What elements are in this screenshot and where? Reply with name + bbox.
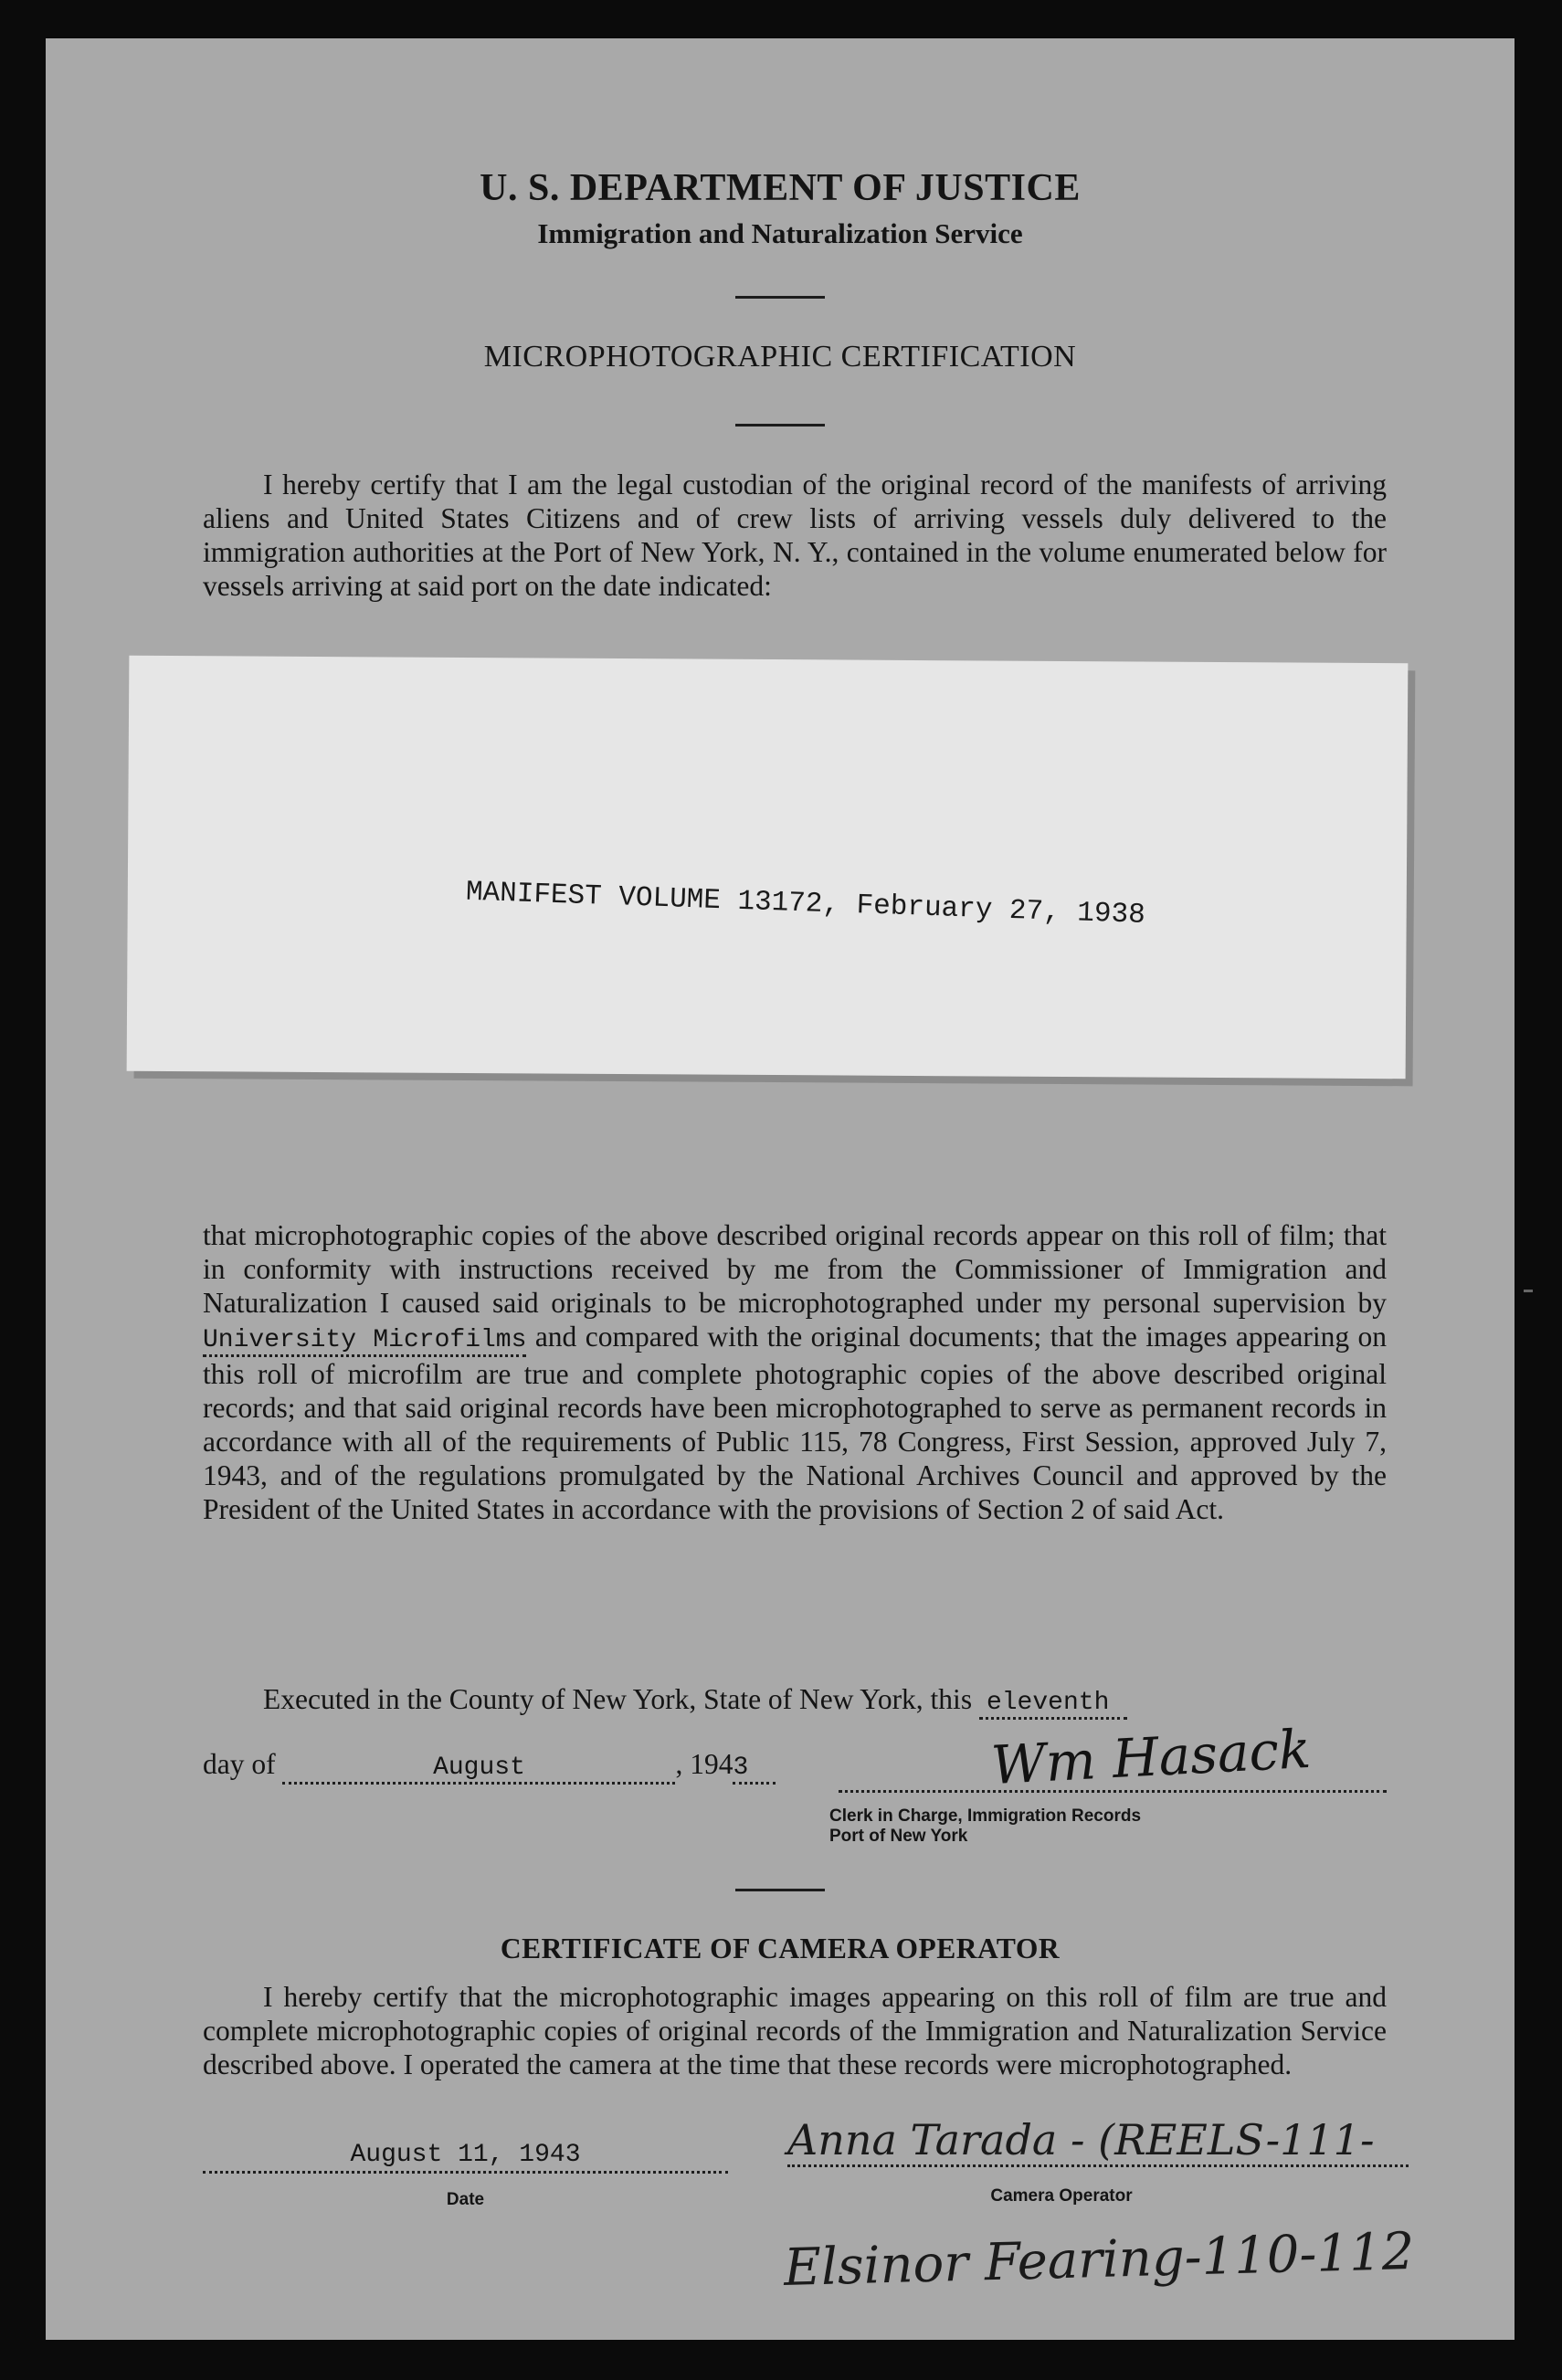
clerk-title: Clerk in Charge, Immigration Records Port of New York [829, 1806, 1142, 1846]
manifest-volume-text: MANIFEST VOLUME 13172, February 27, 1938 [465, 876, 1146, 932]
certification-body [203, 1218, 1387, 1526]
divider [735, 424, 825, 427]
certificate-sheet [46, 38, 1515, 2340]
camera-date-label: Date [446, 2190, 485, 2209]
service-subheading: Immigration and Naturalization Service [537, 217, 1023, 249]
second-operator-signature: Elsinor Fearing-110-112 [783, 2221, 1416, 2299]
execution-line [203, 1682, 1387, 1720]
execution-year-prefix: , 194 [675, 1748, 734, 1780]
edge-mark [1524, 1290, 1533, 1292]
body-part-2: and compared with the original documents; that the images appearing on this roll of microfilm are true and complete photographic copies of the above described original records; and that said original records have been microphotographed to serve as permanent records in accordance with all of the requirements of Public 115, 78 Congress, First Session, approved July 7, 1943, and of the regulations promulgated by the National Archives Council and approved by the President of the United States in accordance with the provisions of Section 2 of said Act. [203, 1321, 1388, 1525]
execution-day: eleventh [979, 1689, 1127, 1720]
execution-month: August [282, 1753, 675, 1785]
day-of-label: day of [203, 1748, 276, 1780]
camera-operator-heading: CERTIFICATE OF CAMERA OPERATOR [500, 1932, 1061, 1964]
intro-paragraph: I hereby certify that I am the legal custodian of the original record of the manifests of arriving aliens and United States Citizens and of crew lists of arriving vessels duly delivered to the immigration authorities at the Port of New York, N. Y., contained in the volume enumerated below for vessels arriving at said port on the date indicated: [203, 469, 1387, 602]
execution-year-suffix: 3 [733, 1753, 776, 1785]
camera-operator-signature: Anna Tarada - (REELS-111- [787, 2115, 1409, 2167]
date-of-execution [203, 1748, 776, 1785]
divider [735, 1889, 825, 1891]
camera-operator-paragraph: I hereby certify that the microphotographic images appearing on this roll of film are true and complete microphotographic copies of original records of the Immigration and Naturalization Service described above. I operated the camera at the time that these records were microphotographed. [203, 1981, 1387, 2080]
camera-date-value: August 11, 1943 [203, 2141, 728, 2174]
divider [735, 296, 825, 299]
execution-lead: Executed in the County of New York, State of New York, this [263, 1683, 973, 1715]
certification-title: MICROPHOTOGRAPHIC CERTIFICATION [483, 340, 1077, 374]
camera-operator-label: Camera Operator [990, 2186, 1133, 2206]
microfilmer-name: University Microfilms [203, 1326, 526, 1357]
department-heading: U. S. DEPARTMENT OF JUSTICE [480, 167, 1081, 209]
clerk-signature-line [839, 1790, 1387, 1793]
body-part-1: that microphotographic copies of the above described original records appear on this roll of film; that in conformity with instructions received by me from the Commissioner of Immigration and Naturalization I caused said originals to be microphotographed under my personal supervision by [203, 1219, 1387, 1319]
clerk-signature: Wm Hasack [989, 1717, 1313, 1797]
manifest-volume-slip [127, 656, 1409, 1079]
